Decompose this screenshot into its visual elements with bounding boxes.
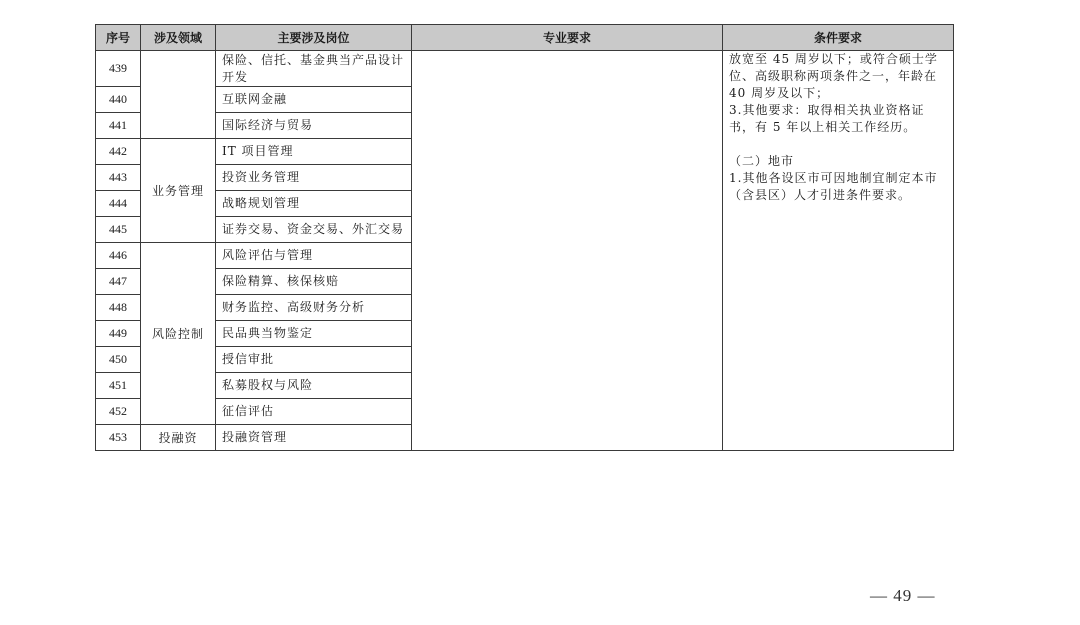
row-seq: 439 — [96, 51, 141, 87]
row-position: 互联网金融 — [216, 87, 412, 113]
row-seq: 442 — [96, 139, 141, 165]
row-position: IT 项目管理 — [216, 139, 412, 165]
row-seq: 443 — [96, 165, 141, 191]
row-seq: 448 — [96, 295, 141, 321]
conditions-cell — [723, 51, 954, 451]
row-position: 证券交易、资金交易、外汇交易 — [216, 217, 412, 243]
row-seq: 451 — [96, 373, 141, 399]
major-requirements-cell — [412, 51, 723, 451]
header-seq: 序号 — [96, 25, 141, 51]
header-major: 专业要求 — [412, 25, 723, 51]
row-seq: 445 — [96, 217, 141, 243]
row-seq: 452 — [96, 399, 141, 425]
row-seq: 453 — [96, 425, 141, 451]
condition-city-rule: 1.其他各设区市可因地制宜制定本市（含县区）人才引进条件要求。 — [729, 171, 938, 202]
row-seq: 449 — [96, 321, 141, 347]
row-position: 私募股权与风险 — [216, 373, 412, 399]
row-position: 投资业务管理 — [216, 165, 412, 191]
row-seq: 444 — [96, 191, 141, 217]
field-investment-financing: 投融资 — [141, 425, 216, 451]
row-seq: 446 — [96, 243, 141, 269]
condition-age: 放宽至 45 周岁以下；或符合硕士学位、高级职称两项条件之一，年龄在 40 周岁及以下； — [729, 52, 938, 100]
row-position: 风险评估与管理 — [216, 243, 412, 269]
talent-requirements-table — [95, 24, 954, 451]
row-seq: 441 — [96, 113, 141, 139]
table-row — [96, 51, 954, 87]
field-business-management: 业务管理 — [141, 139, 216, 243]
condition-city-heading: （二）地市 — [729, 154, 795, 168]
condition-spacer — [729, 136, 947, 153]
page-number: — 49 — — [870, 586, 936, 605]
row-position: 保险、信托、基金典当产品设计开发 — [216, 51, 412, 87]
table-header-row — [96, 25, 954, 51]
row-position: 授信审批 — [216, 347, 412, 373]
row-seq: 440 — [96, 87, 141, 113]
row-position: 国际经济与贸易 — [216, 113, 412, 139]
field-risk-control: 风险控制 — [141, 243, 216, 425]
row-seq: 450 — [96, 347, 141, 373]
row-position: 投融资管理 — [216, 425, 412, 451]
condition-other: 3.其他要求：取得相关执业资格证书，有 5 年以上相关工作经历。 — [729, 103, 925, 134]
row-position: 保险精算、核保核赔 — [216, 269, 412, 295]
header-position: 主要涉及岗位 — [216, 25, 412, 51]
row-seq: 447 — [96, 269, 141, 295]
row-position: 民品典当物鉴定 — [216, 321, 412, 347]
field-cell-empty — [141, 51, 216, 139]
header-conditions: 条件要求 — [723, 25, 954, 51]
header-field: 涉及领域 — [141, 25, 216, 51]
row-position: 战略规划管理 — [216, 191, 412, 217]
row-position: 征信评估 — [216, 399, 412, 425]
row-position: 财务监控、高级财务分析 — [216, 295, 412, 321]
